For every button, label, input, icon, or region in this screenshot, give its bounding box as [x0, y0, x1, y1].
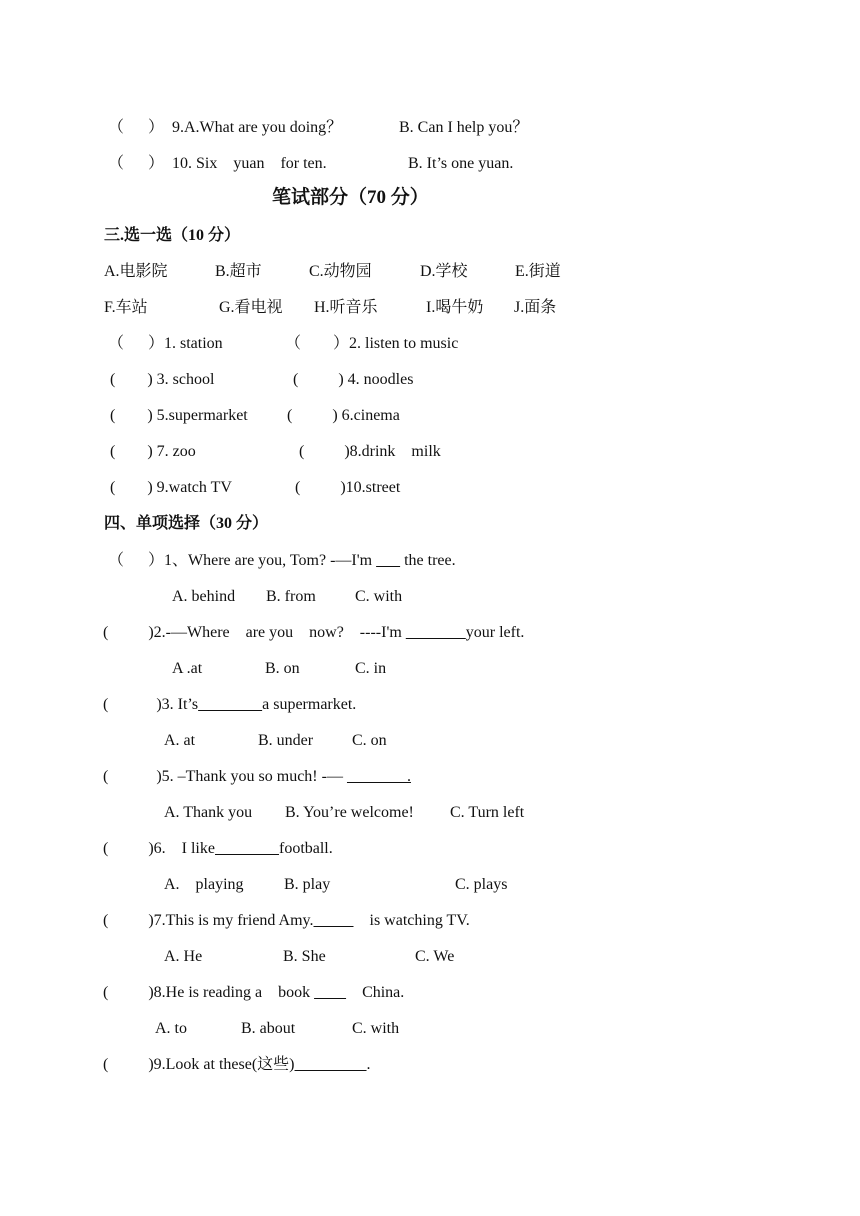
choice-a: A.电影院: [104, 263, 168, 280]
q1-line: [108, 551, 456, 571]
q8-option-b: B. about: [241, 1020, 296, 1037]
q7-stem: 7.This is my friend Amy.: [153, 912, 314, 929]
q7-option-b: B. She: [283, 948, 326, 965]
q8-option-c: C. with: [352, 1020, 400, 1037]
q2-option-b: B. on: [265, 660, 300, 677]
q2-line: [103, 623, 524, 643]
q9-line: [103, 1055, 371, 1075]
listen-q9-option-b: B. Can I help you？: [399, 119, 529, 136]
choice-h: H.听音乐: [314, 299, 378, 316]
q7-option-a: A. He: [164, 948, 203, 965]
match-item-8: ( )8.drink milk: [299, 443, 441, 460]
q5-paren: ( ): [103, 768, 162, 785]
q6-stem: 6. I like: [153, 840, 215, 857]
q1-stem: 1、Where are you, Tom? -—I'm: [164, 552, 377, 569]
choice-g: G.看电视: [219, 299, 283, 316]
choice-e: E.街道: [515, 263, 561, 280]
q6-paren: ( ): [103, 840, 154, 857]
listen-q9-paren: （ ）: [108, 119, 165, 136]
match-item-10: ( )10.street: [295, 479, 401, 496]
q6-option-b: B. play: [284, 876, 331, 893]
match-item-6: ( ) 6.cinema: [287, 407, 400, 424]
match-item-3: ( ) 3. school: [110, 371, 215, 388]
listen-q10-option-b: B. It’s one yuan.: [408, 155, 514, 172]
q3-stem: 3. It’s: [161, 696, 199, 713]
q3-option-b: B. under: [258, 732, 314, 749]
q1-blank: [376, 552, 400, 569]
match-item-2: （ ）2. listen to music: [285, 335, 459, 352]
q9-blank: [295, 1056, 367, 1073]
q2-paren: ( ): [103, 624, 154, 641]
q7-option-c: C. We: [415, 948, 455, 965]
match-item-4: ( ) 4. noodles: [293, 371, 414, 388]
q2-option-c: C. in: [355, 660, 387, 677]
q5-line: [103, 767, 411, 787]
listen-q9-question: 9.A.What are you doing？: [172, 119, 343, 136]
section3-heading: 三.选一选（10 分）: [104, 227, 241, 244]
q7-paren: ( ): [103, 912, 154, 929]
q7-line: [103, 911, 470, 931]
q3-blank: [198, 696, 262, 713]
q2-stem-end: your left.: [465, 624, 525, 641]
q2-option-a: A .at: [172, 660, 203, 677]
q3-line: [103, 695, 356, 715]
q6-option-c: C. plays: [455, 876, 508, 893]
section4-heading: 四、单项选择（30 分）: [104, 515, 269, 532]
q3-option-c: C. on: [352, 732, 387, 749]
match-item-1: （ ）1. station: [108, 335, 223, 352]
choice-d: D.学校: [420, 263, 468, 280]
q5-blank: .: [346, 768, 411, 785]
q3-stem-end: a supermarket.: [262, 696, 357, 713]
choice-b: B.超市: [215, 263, 262, 280]
choice-c: C.动物园: [309, 263, 372, 280]
q3-option-a: A. at: [164, 732, 196, 749]
q7-blank: [314, 912, 354, 929]
q8-blank: [314, 984, 346, 1001]
q1-option-a: A. behind: [172, 588, 236, 605]
q5-option-c: C. Turn left: [450, 804, 525, 821]
q1-option-b: B. from: [266, 588, 316, 605]
choice-j: J.面条: [514, 299, 557, 316]
q8-option-a: A. to: [155, 1020, 187, 1037]
q3-paren: ( ): [103, 696, 162, 713]
q6-blank: [215, 840, 279, 857]
listen-q10-question: 10. Six yuan for ten.: [172, 155, 327, 172]
choice-f: F.车站: [104, 299, 148, 316]
q1-option-c: C. with: [355, 588, 403, 605]
match-item-7: ( ) 7. zoo: [110, 443, 196, 460]
match-item-5: ( ) 5.supermarket: [110, 407, 248, 424]
q7-stem-end: is watching TV.: [353, 912, 470, 929]
q8-paren: ( ): [103, 984, 154, 1001]
q5-option-a: A. Thank you: [164, 804, 253, 821]
match-item-9: ( ) 9.watch TV: [110, 479, 232, 496]
q2-blank: [406, 624, 466, 641]
choice-i: I.喝牛奶: [426, 299, 484, 316]
q5-stem: 5. –Thank you so much! -—: [161, 768, 347, 785]
q8-line: [103, 983, 404, 1003]
q1-paren: （ ）: [108, 552, 165, 569]
q9-stem: 9.Look at these(这些): [153, 1056, 295, 1073]
q1-stem-end: the tree.: [400, 552, 456, 569]
listen-q10-paren: （ ）: [108, 155, 165, 172]
written-part-title: 笔试部分（70 分）: [272, 187, 429, 208]
q6-line: [103, 839, 333, 859]
q2-stem: 2.-—Where are you now? ----I'm: [153, 624, 406, 641]
q6-option-a: A. playing: [164, 876, 244, 893]
q5-option-b: B. You’re welcome!: [285, 804, 414, 821]
q9-stem-end: .: [366, 1056, 371, 1073]
q8-stem: 8.He is reading a book: [153, 984, 315, 1001]
q9-paren: ( ): [103, 1056, 154, 1073]
q6-stem-end: football.: [278, 840, 333, 857]
q8-stem-end: China.: [346, 984, 405, 1001]
